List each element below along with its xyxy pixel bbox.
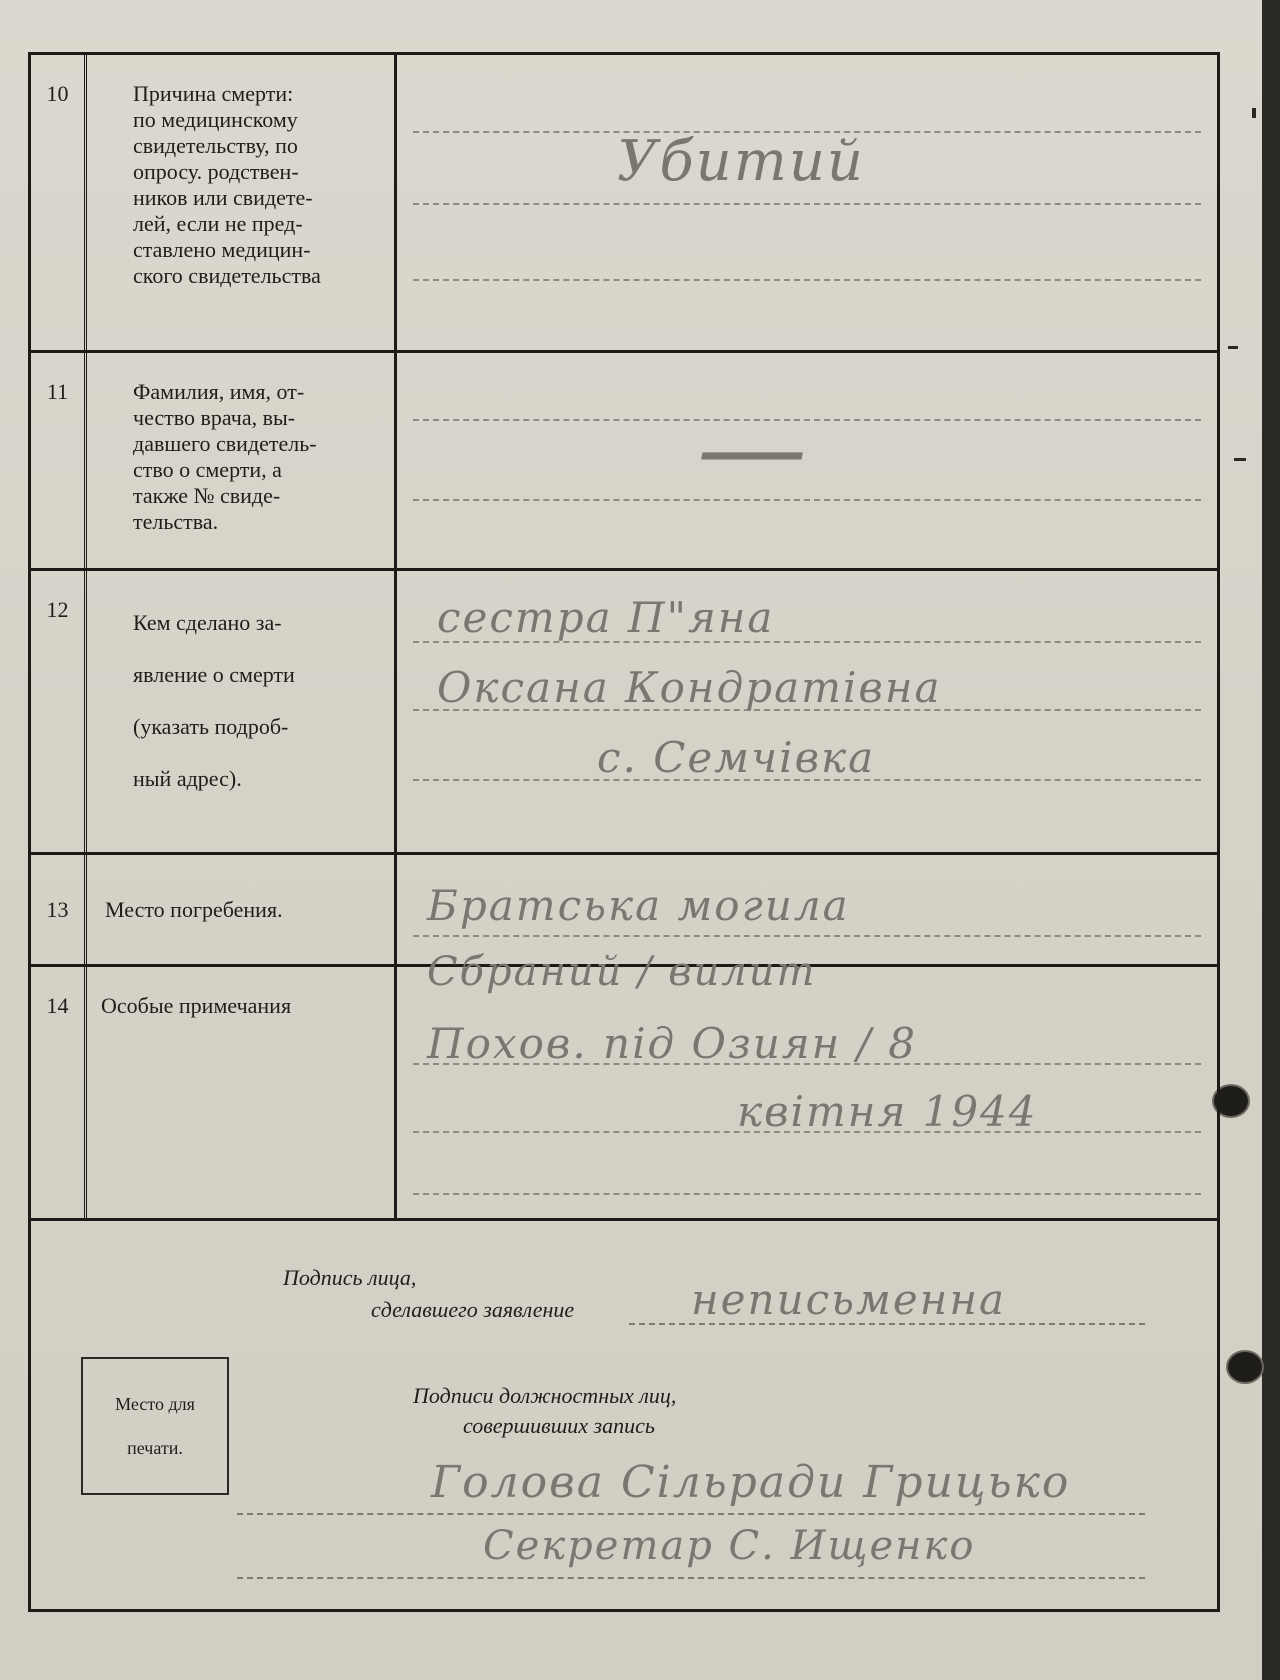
- death-record-form: [28, 52, 1220, 1612]
- edge-mark: [1252, 108, 1256, 118]
- answer-field: [397, 353, 1217, 568]
- handwritten-entry: квітня 1944: [737, 1087, 1038, 1136]
- handwritten-entry: с. Семчівка: [597, 733, 876, 782]
- declarant-caption-line1: Подпись лица,: [283, 1265, 417, 1290]
- handwritten-entry: Убитий: [617, 129, 865, 194]
- row-label: Особые примечания: [87, 967, 397, 1218]
- row-label: Фамилия, имя, от- чество врача, вы- давшего свидетель- ство о смерти, а также № свиде- тельства.: [87, 353, 397, 568]
- row-number: 10: [31, 55, 87, 350]
- officials-caption-line2: совершивших запись: [463, 1413, 655, 1438]
- form-row-cause-of-death: [31, 55, 1217, 353]
- declarant-caption-line2: сделавшего заявление: [371, 1297, 575, 1322]
- officials-caption-line1: Подписи должностных лиц,: [413, 1383, 677, 1408]
- handwritten-entry: Похов. під Озиян / 8: [427, 1019, 917, 1068]
- row-number: 11: [31, 353, 87, 568]
- form-row-special-notes: [31, 949, 1217, 1221]
- row-label: Кем сделано за- явление о смерти (указать подроб- ный адрес).: [87, 571, 397, 852]
- stamp-place-box: Место для печати.: [81, 1357, 229, 1495]
- answer-field: [397, 55, 1217, 350]
- answer-field: [397, 571, 1217, 852]
- official-signature-chairman: Голова Сільради Грицько: [431, 1457, 1071, 1508]
- edge-mark: [1234, 458, 1246, 461]
- form-row-declarant: [31, 571, 1217, 855]
- handwritten-entry: —: [697, 383, 809, 511]
- answer-field: [397, 949, 1217, 1218]
- handwritten-entry: Братська могила: [427, 881, 850, 930]
- edge-mark: [1228, 346, 1238, 349]
- answer-field: [397, 855, 1217, 964]
- handwritten-entry: Оксана Кондратівна: [437, 663, 942, 712]
- binder-hole: [1226, 1350, 1264, 1384]
- row-number: 12: [31, 571, 87, 852]
- declarant-signature: неписьменна: [691, 1275, 1007, 1324]
- row-number: 14: [31, 967, 87, 1218]
- handwritten-entry: Сбраний / вилит: [427, 949, 817, 995]
- handwritten-entry: сестра П"яна: [437, 593, 775, 642]
- row-label: Причина смерти: по медицинскому свидетельству, по опросу. родствен- ников или свидете- лей, если не пред- ставлено медицин- ского свидетельства: [87, 55, 397, 350]
- form-row-doctor: [31, 353, 1217, 571]
- row-number: 13: [31, 855, 87, 964]
- row-label: Место погребения.: [87, 855, 397, 964]
- official-signature-secretary: Секретар С. Ищенко: [483, 1523, 976, 1569]
